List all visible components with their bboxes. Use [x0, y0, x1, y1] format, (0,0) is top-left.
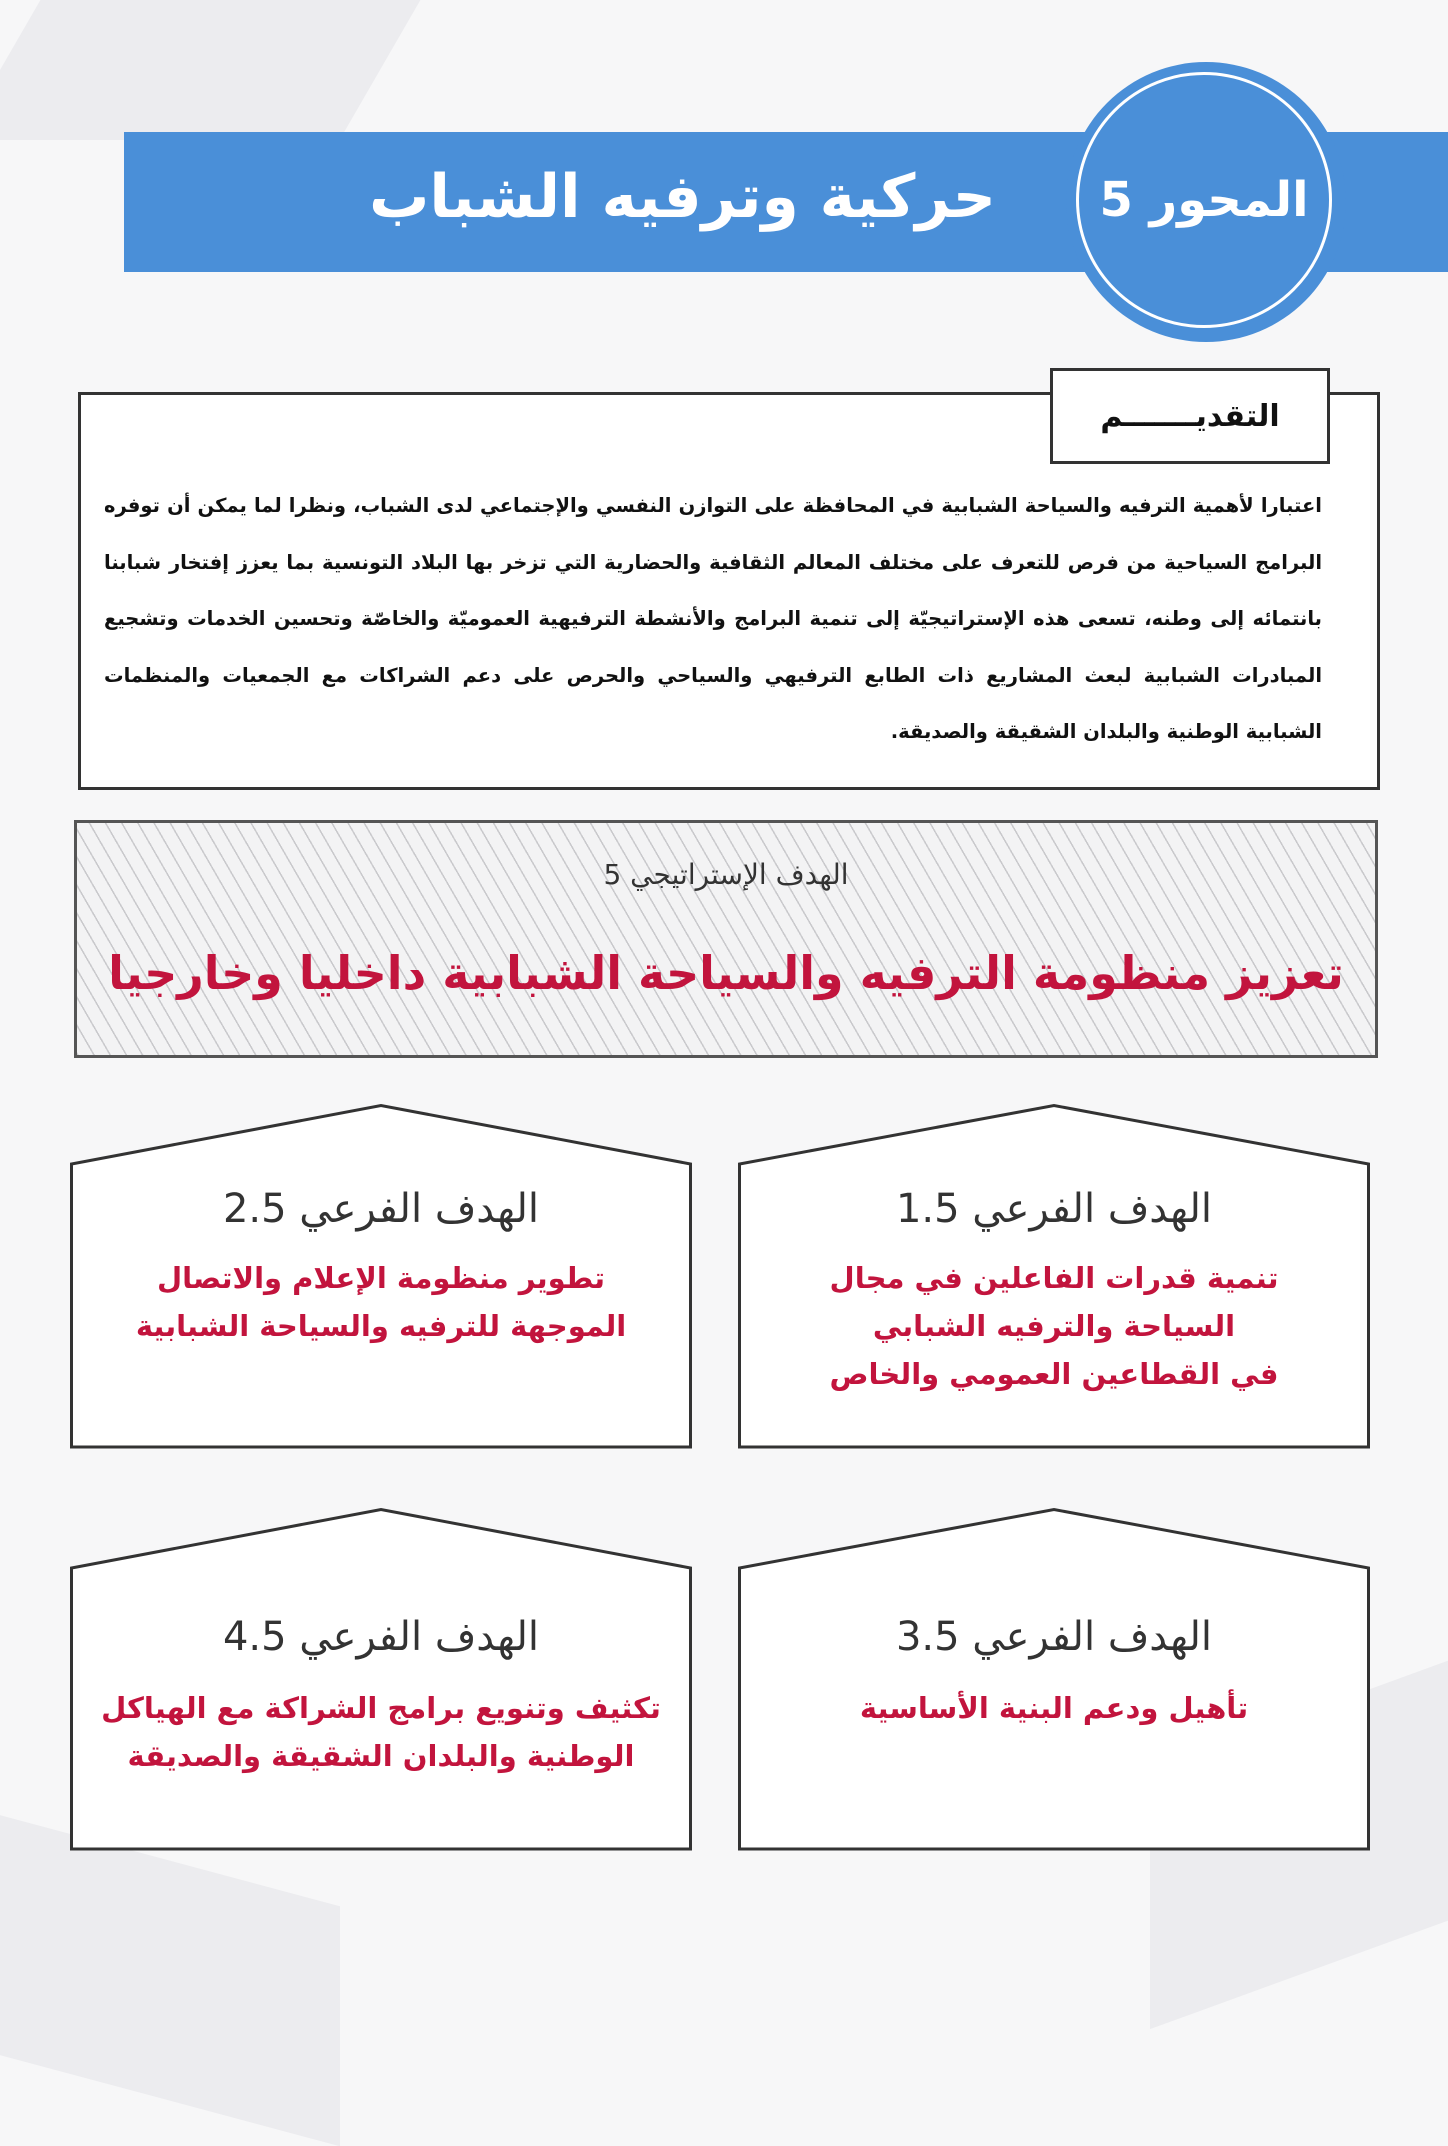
sub-goal-label: الهدف الفرعي 3.5	[895, 1614, 1213, 1660]
sub-goal-line: تكثيف وتنويع برامج الشراكة مع الهياكل	[101, 1691, 661, 1725]
strategic-goal-label: الهدف الإستراتيجي 5	[603, 858, 849, 891]
sub-goal-line: الوطنية والبلدان الشقيقة والصديقة	[127, 1739, 635, 1773]
sub-goal-text	[90, 1254, 672, 1350]
axis-label: المحور 5	[1076, 72, 1332, 328]
sub-goal-text	[90, 1684, 672, 1780]
sub-goal-line: تطوير منظومة الإعلام والاتصال	[157, 1261, 605, 1295]
sub-goal-card	[738, 1508, 1370, 1850]
intro-paragraph: اعتبارا لأهمية الترفيه والسياحة الشبابية في المحافظة على التوازن النفسي والإجتماعي لدى الشباب، ونظرا لما يمكن أن توفره البرامج السياحية من فرص للتعرف على مختلف المعالم الثقافية والحضارية التي تزخر بها البلاد التونسية بما يعزز إفتخار شبابنا بانتمائه إلى وطنه، تسعى هذه الإستراتيجيّة إلى تنمية البرامج والأنشطة الترفيهية العموميّة والخاصّة وتحسين الخدمات وتشجيع المبادرات الشبابية لبعث المشاريع ذات الطابع الترفيهي والسياحي والحرص على دعم الشراكات مع الجمعيات والمنظمات الشبابية الوطنية والبلدان الشقيقة والصديقة.	[104, 494, 1322, 743]
sub-goal-line: السياحة والترفيه الشبابي	[872, 1309, 1236, 1343]
sub-goal-line: تأهيل ودعم البنية الأساسية	[859, 1691, 1249, 1725]
page-title: حركية وترفيه الشباب	[369, 162, 996, 232]
sub-goal-line: تنمية قدرات الفاعلين في مجال	[829, 1261, 1279, 1295]
sub-goal-label: الهدف الفرعي 2.5	[222, 1186, 540, 1232]
house-outline	[70, 1508, 692, 1850]
sub-goal-card	[70, 1104, 692, 1448]
sub-goal-label: الهدف الفرعي 4.5	[222, 1614, 540, 1660]
strategic-goal-box	[74, 820, 1378, 1058]
strategic-goal-title: تعزيز منظومة الترفيه والسياحة الشبابية داخليا وخارجيا	[108, 946, 1344, 1000]
sub-goal-card	[70, 1508, 692, 1850]
intro-heading: التقديـــــــم	[1050, 368, 1330, 464]
sub-goal-line: الموجهة للترفيه والسياحة الشبابية	[135, 1309, 627, 1343]
sub-goal-label: الهدف الفرعي 1.5	[895, 1186, 1213, 1232]
sub-goal-line: في القطاعين العمومي والخاص	[829, 1357, 1279, 1391]
background-shape	[0, 0, 420, 140]
house-outline	[738, 1508, 1370, 1850]
sub-goal-text	[758, 1684, 1350, 1732]
sub-goal-text	[758, 1254, 1350, 1398]
sub-goal-card	[738, 1104, 1370, 1448]
